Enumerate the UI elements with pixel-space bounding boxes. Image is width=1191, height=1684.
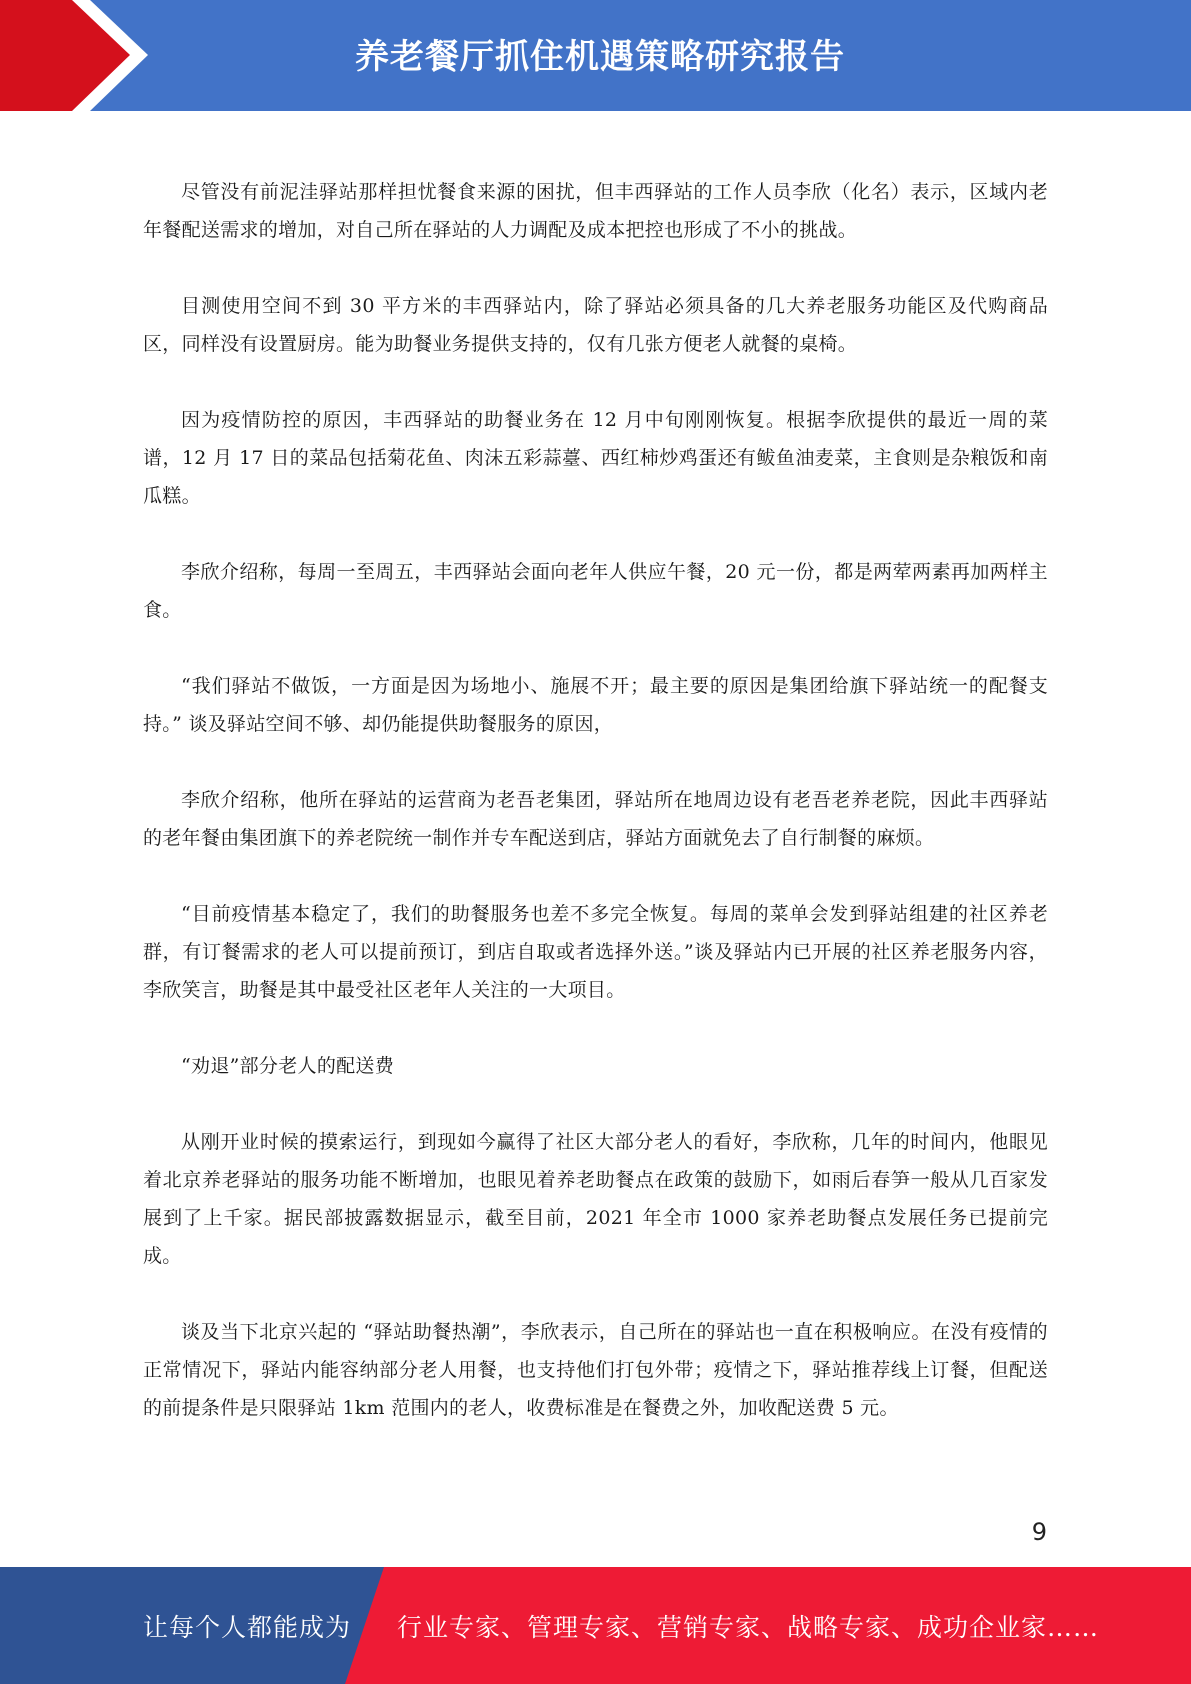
paragraph: 因为疫情防控的原因，丰西驿站的助餐业务在 12 月中旬刚刚恢复。根据李欣提供的最近一周的菜谱，12 月 17 日的菜品包括菊花鱼、肉沫五彩蒜薹、西红柿炒鸡蛋还有鲅鱼油麦菜，主食则是杂粮饭和南瓜糕。 [143,409,1048,507]
page-footer [0,1567,1191,1684]
footer-slogan-right: 行业专家、管理专家、营销专家、战略专家、成功企业家…… [397,1612,1100,1642]
paragraph: 谈及当下北京兴起的 “驿站助餐热潮”，李欣表示，自己所在的驿站也一直在积极响应。在没有疫情的正常情况下，驿站内能容纳部分老人用餐，也支持他们打包外带；疫情之下，驿站推荐线上订餐，但配送的前提条件是只限驿站 1km 范围内的老人，收费标准是在餐费之外，加收配送费 5 元。 [143,1321,1048,1419]
footer-slogan-left: 让每个人都能成为 [143,1612,352,1642]
page-number: 9 [1031,1518,1047,1546]
paragraph: 目测使用空间不到 30 平方米的丰西驿站内，除了驿站必须具备的几大养老服务功能区及代购商品区，同样没有设置厨房。能为助餐业务提供支持的，仅有几张方便老人就餐的桌椅。 [143,295,1048,355]
paragraph: 李欣介绍称，他所在驿站的运营商为老吾老集团，驿站所在地周边设有老吾老养老院，因此丰西驿站的老年餐由集团旗下的养老院统一制作并专车配送到店，驿站方面就免去了自行制餐的麻烦。 [143,789,1048,849]
paragraph: 从刚开业时候的摸索运行，到现如今赢得了社区大部分老人的看好，李欣称，几年的时间内，他眼见着北京养老驿站的服务功能不断增加，也眼见着养老助餐点在政策的鼓励下，如雨后春笋一般从几百家发展到了上千家。据民部披露数据显示，截至目前，2021 年全市 1000 家养老助餐点发展任务已提前完成。 [143,1131,1048,1267]
paragraph: “我们驿站不做饭，一方面是因为场地小、施展不开；最主要的原因是集团给旗下驿站统一的配餐支持。” 谈及驿站空间不够、却仍能提供助餐服务的原因， [143,675,1048,735]
page-header [0,0,1191,111]
article-body [143,173,1048,1465]
section-subheading: “劝退”部分老人的配送费 [181,1055,395,1077]
paragraph: 尽管没有前泥洼驿站那样担忧餐食来源的困扰，但丰西驿站的工作人员李欣（化名）表示，区域内老年餐配送需求的增加，对自己所在驿站的人力调配及成本把控也形成了不小的挑战。 [143,181,1048,241]
paragraph: “目前疫情基本稳定了，我们的助餐服务也差不多完全恢复。每周的菜单会发到驿站组建的社区养老群，有订餐需求的老人可以提前预订，到店自取或者选择外送。”谈及驿站内已开展的社区养老服务内容，李欣笑言，助餐是其中最受社区老年人关注的一大项目。 [143,903,1048,1001]
paragraph: 李欣介绍称，每周一至周五，丰西驿站会面向老年人供应午餐，20 元一份，都是两荤两素再加两样主食。 [143,561,1048,621]
report-title: 养老餐厅抓住机遇策略研究报告 [355,37,845,77]
